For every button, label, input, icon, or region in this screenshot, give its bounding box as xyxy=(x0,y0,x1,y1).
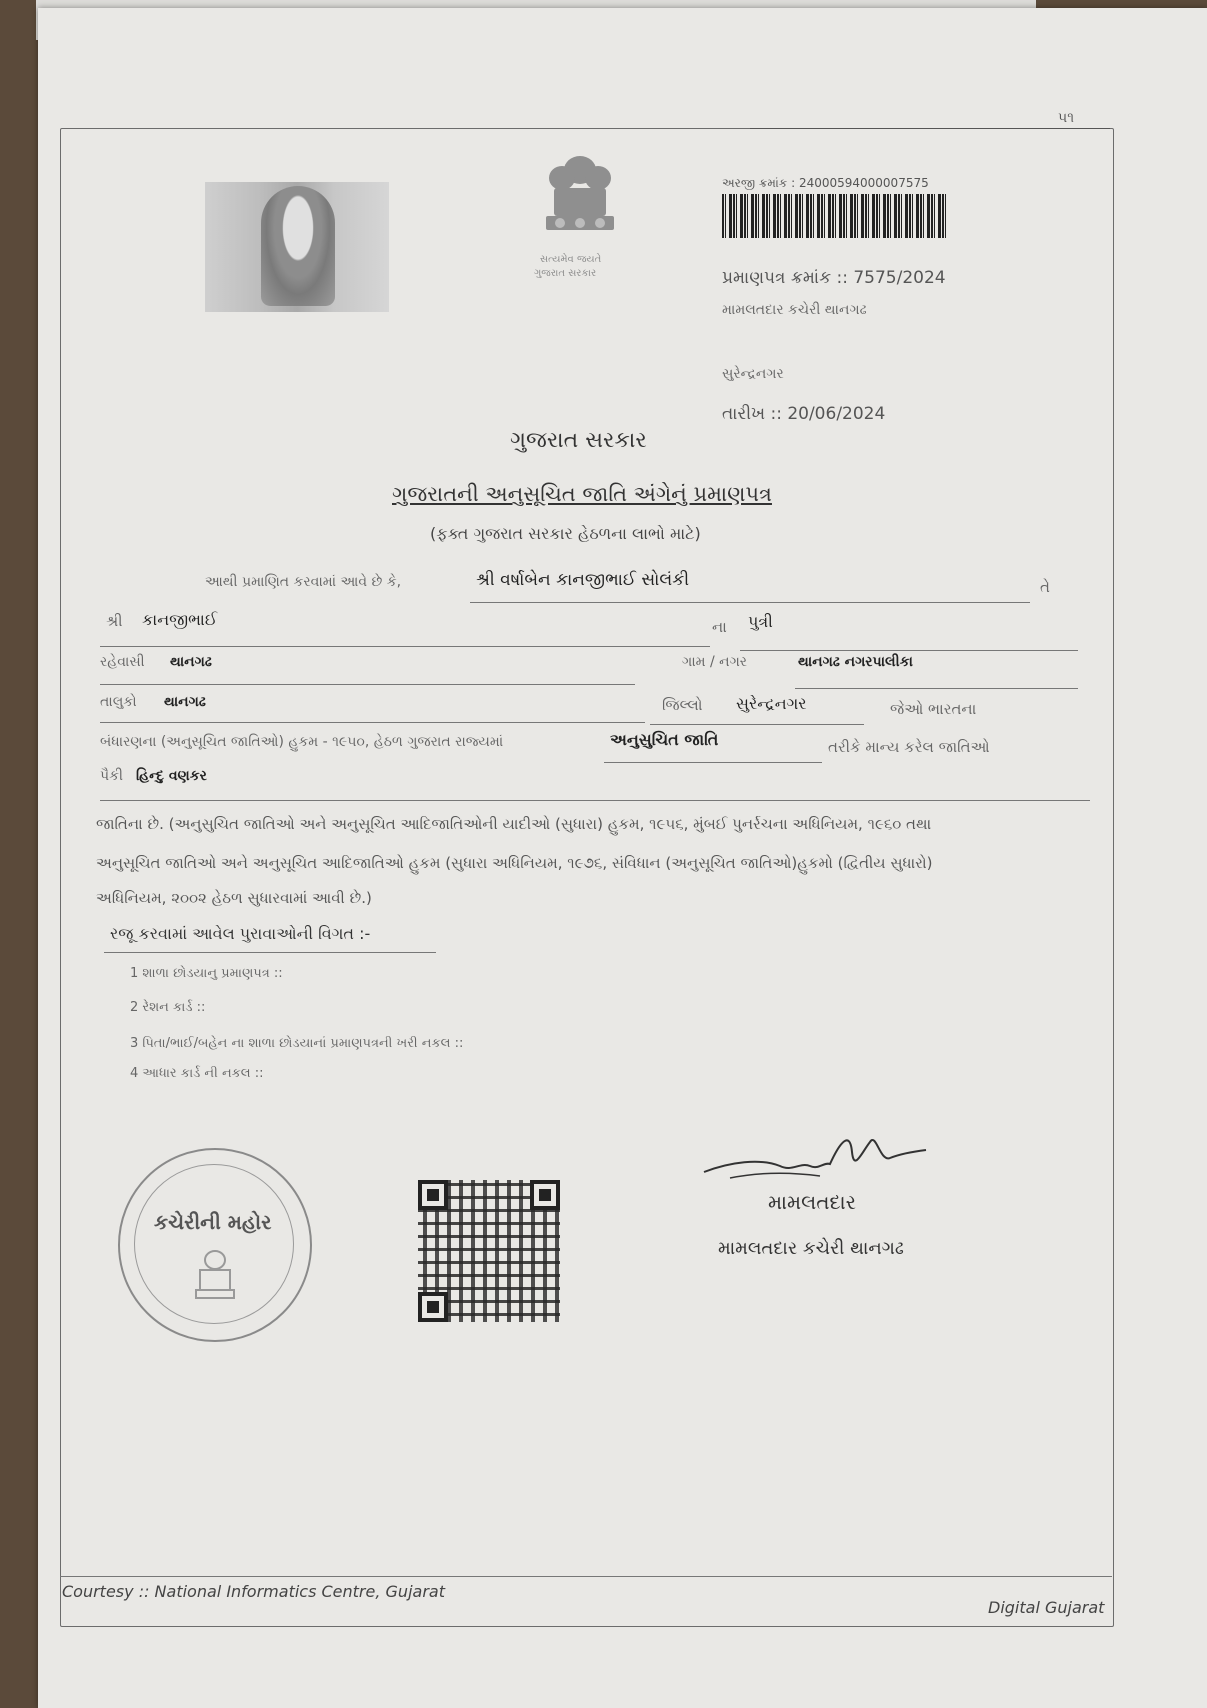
signature-scribble xyxy=(700,1122,940,1188)
state-emblem-icon xyxy=(530,148,630,268)
intro-label: આથી પ્રમાણિત કરવામાં આવે છે કે, xyxy=(205,574,402,590)
applicant-photo xyxy=(205,182,389,312)
taluka: થાનગઢ xyxy=(164,694,206,710)
application-number: અરજી ક્રમાંક : 24000594000007575 xyxy=(722,176,929,190)
verification-qr-code xyxy=(418,1180,560,1322)
seal-emblem-icon xyxy=(190,1246,240,1306)
seal-text: કચેરીની મહોર xyxy=(154,1210,272,1234)
issue-date: તારીખ :: 20/06/2024 xyxy=(722,404,886,424)
office-seal xyxy=(118,1148,312,1342)
father-label: શ્રી xyxy=(106,612,123,630)
evidence-item: 4 આધાર કાર્ડ ની નકલ :: xyxy=(130,1066,264,1081)
certificate-subtitle: (ફક્ત ગુજરાત સરકાર હેઠળના લાભો માટે) xyxy=(430,524,701,543)
body-line-1: જાતિના છે. (અનુસુચિત જાતિઓ અને અનુસૂચિત આદિજાતિઓની યાદીઓ (સુધારા) હુકમ, ૧૯૫૬, મુંબઈ પુનર્રચના અધિનિયમ, ૧૯૬૦ તથા xyxy=(96,815,932,833)
caste-label: પૈકી xyxy=(100,768,123,784)
body-line-2: અનુસૂચિત જાતિઓ અને અનુસૂચિત આદિજાતિઓ હુકમ (સુધારા અધિનિયમ, ૧૯૭૬, સંવિધાન (અનુસૂચિત જાતિઓ)હુકમો (દ્વિતીય સુધારો) xyxy=(96,854,933,872)
certificate-title: ગુજરાતની અનુસૂચિત જાતિ અંગેનું પ્રમાણપત્ર xyxy=(392,482,772,506)
body-line-3: અધિનિયમ, ૨૦૦૨ હેઠળ સુધારવામાં આવી છે.) xyxy=(96,889,372,907)
footer-digital-gujarat: Digital Gujarat xyxy=(988,1598,1105,1617)
corner-mark: ૫૧ xyxy=(1058,110,1075,126)
evidence-item: 2 રેશન કાર્ડ :: xyxy=(130,1000,206,1015)
category: અનુસુચિત જાતિ xyxy=(610,730,719,749)
district: સુરેન્દ્રનગર xyxy=(736,694,807,713)
village-label: ગામ / નગર xyxy=(682,654,748,670)
certificate-number: પ્રમાણપત્ર ક્રમાંક :: 7575/2024 xyxy=(722,268,946,288)
relation-label: ના xyxy=(712,618,727,636)
office-district: સુરેન્દ્રનગર xyxy=(722,366,784,382)
emblem-caption-2: ગુજરાત સરકાર xyxy=(534,268,597,279)
resident: થાનગઢ xyxy=(170,654,212,670)
relation: પુત્રી xyxy=(748,612,773,631)
caste: હિન્દુ વણકર xyxy=(136,768,207,784)
emblem-caption-1: સત્યમેવ જયતે xyxy=(540,254,602,265)
evidence-heading: રજૂ કરવામાં આવેલ પુરાવાઓની વિગત :- xyxy=(110,924,371,943)
government-title: ગુજરાત સરકાર xyxy=(510,428,647,453)
signatory-office: મામલતદાર કચેરી થાનગઢ xyxy=(718,1238,904,1259)
order-label: બંધારણના (અનુસૂચિત જાતિઓ) હુકમ - ૧૯૫૦, હેઠળ ગુજરાત રાજ્યમાં xyxy=(100,734,504,750)
barcode xyxy=(722,194,948,238)
district-label: જિલ્લો xyxy=(662,696,703,714)
village: થાનગઢ નગરપાલીકા xyxy=(798,654,913,670)
resident-label: રહેવાસી xyxy=(100,654,145,670)
evidence-item: 1 શાળા છોડયાનુ પ્રમાણપત્ર :: xyxy=(130,966,283,981)
frame-top-line xyxy=(750,128,1110,129)
evidence-item: 3 પિતા/ભાઈ/બહેન ના શાળા છોડયાનાં પ્રમાણપત્રની ખરી નકલ :: xyxy=(130,1036,464,1051)
taluka-label: તાલુકો xyxy=(100,694,137,710)
father-name: કાનજીભાઈ xyxy=(142,610,218,629)
recognized-label: તરીકે માન્ય કરેલ જાતિઓ xyxy=(828,738,990,756)
footer-courtesy: Courtesy :: National Informatics Centre, Gujarat xyxy=(62,1582,445,1601)
certificate-frame xyxy=(60,128,1114,1627)
name-suffix: તે xyxy=(1040,578,1050,596)
issuing-office: મામલતદાર કચેરી થાનગઢ xyxy=(722,302,867,318)
india-label: જેઓ ભારતના xyxy=(890,700,977,718)
signatory-designation: મામલતદાર xyxy=(768,1190,856,1214)
applicant-name: શ્રી વર્ષાબેન કાનજીભાઈ સોલંકી xyxy=(476,570,690,590)
